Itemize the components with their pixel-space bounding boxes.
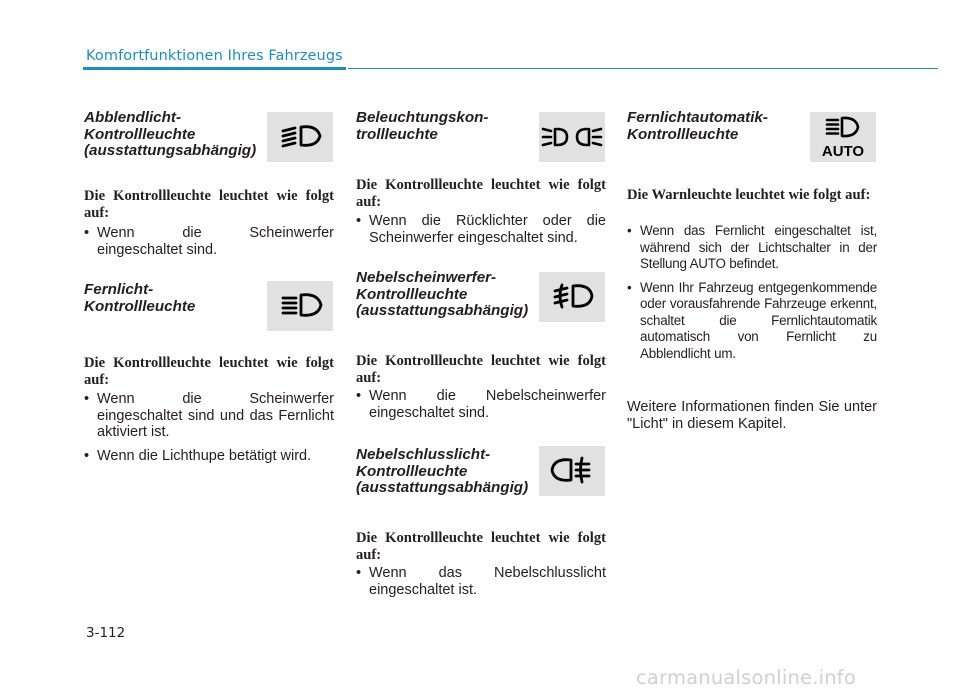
list-item: • Wenn die Scheinwerfer eingeschaltet sind. [84, 225, 334, 258]
page-number: 3-112 [86, 625, 126, 641]
high-beam-icon [267, 281, 333, 331]
list-item: • Wenn die Lichthupe betätigt wird. [84, 448, 334, 465]
heading-position-lamp: Beleuchtungskon- trollleuchte [356, 109, 489, 143]
bullets-front-fog [356, 388, 606, 428]
list-item: • Wenn die Scheinwerfer eingeschaltet sind und das Fernlicht aktiviert ist. [84, 391, 334, 441]
low-beam-icon [267, 112, 333, 162]
bullets-high-beam [84, 391, 334, 471]
watermark: carmanualsonline.info [636, 666, 856, 689]
lead-auto-high-beam: Die Warnleuchte leuchtet wie folgt auf: [627, 187, 871, 203]
auto-label: AUTO [821, 143, 865, 160]
heading-high-beam: Fernlicht- Kontrollleuchte [84, 281, 196, 315]
lead-low-beam: Die Kontrollleuchte leuchtet wie folgt auf: [84, 188, 334, 221]
list-item: • Wenn Ihr Fahrzeug entgegenkommende oder vorausfahrende Fahrzeuge erkennt, schaltet die Fernlichtautomatik automatisch von Fernlicht zu Abblendlicht um. [627, 280, 877, 363]
lead-front-fog: Die Kontrollleuchte leuchtet wie folgt auf: [356, 353, 606, 386]
lead-high-beam: Die Kontrollleuchte leuchtet wie folgt auf: [84, 355, 334, 388]
header-rule-thin [348, 68, 938, 69]
list-item: • Wenn die Nebelscheinwerfer eingeschaltet sind. [356, 388, 606, 421]
front-fog-lamp-icon [539, 272, 605, 322]
list-item: • Wenn das Fernlicht eingeschaltet ist, während sich der Lichtschalter in der Stellung AUTO befindet. [627, 223, 877, 273]
list-item: • Wenn die Rücklichter oder die Scheinwerfer eingeschaltet sind. [356, 213, 606, 246]
lead-rear-fog: Die Kontrollleuchte leuchtet wie folgt auf: [356, 530, 606, 563]
list-item: • Wenn das Nebelschlusslicht eingeschaltet ist. [356, 565, 606, 598]
heading-auto-high-beam: Fernlichtautomatik- Kontrollleuchte [627, 109, 768, 143]
section-header: Komfortfunktionen Ihres Fahrzeugs [86, 48, 343, 64]
position-lamp-icon [539, 112, 605, 162]
bullets-low-beam [84, 225, 334, 265]
heading-front-fog: Nebelscheinwerfer- Kontrollleuchte (ausstattungsabhängig) [356, 269, 529, 319]
header-rule-thick [83, 67, 346, 70]
heading-rear-fog: Nebelschlusslicht- Kontrollleuchte (ausstattungsabhängig) [356, 446, 529, 496]
auto-high-beam-icon [810, 112, 876, 162]
bullets-rear-fog [356, 565, 606, 605]
rear-fog-lamp-icon [539, 446, 605, 496]
note-paragraph: Weitere Informationen finden Sie unter "Licht" in diesem Kapitel. [627, 399, 877, 432]
bullets-position-lamp [356, 213, 606, 253]
bullets-auto-high-beam [627, 223, 877, 369]
heading-low-beam: Abblendlicht- Kontrollleuchte (ausstattungsabhängig) [84, 109, 257, 159]
lead-position-lamp: Die Kontrollleuchte leuchtet wie folgt auf: [356, 177, 606, 210]
